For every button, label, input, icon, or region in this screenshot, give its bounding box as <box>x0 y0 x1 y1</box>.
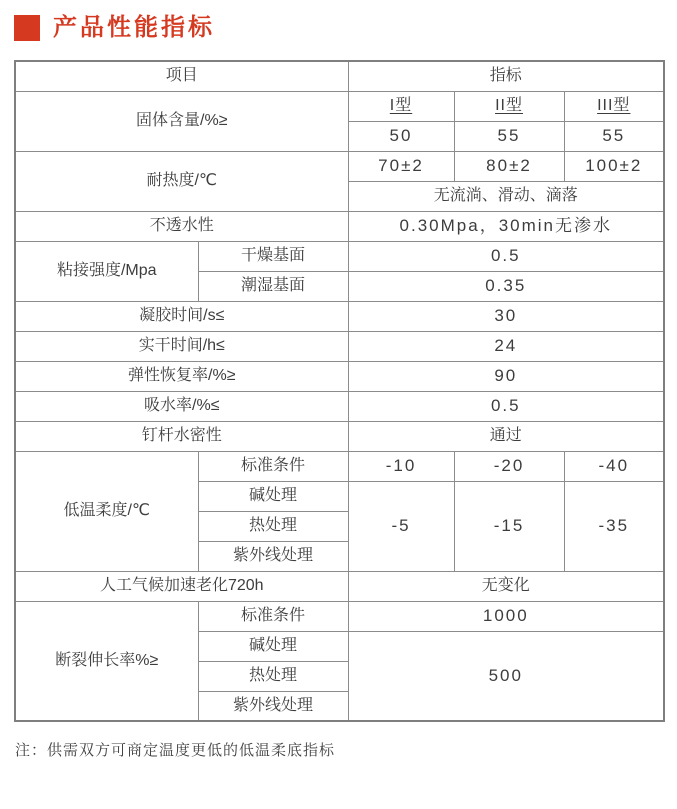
table-row <box>15 451 664 481</box>
table-cell: 90 <box>348 361 664 391</box>
table-cell: -20 <box>454 451 564 481</box>
table-row <box>15 61 664 91</box>
table-cell: -5 <box>348 481 454 571</box>
table-cell: 项目 <box>15 61 348 91</box>
type-header-cell: I型 <box>348 91 454 121</box>
table-cell: 标准条件 <box>198 601 348 631</box>
table-cell: 30 <box>348 301 664 331</box>
table-row <box>15 151 664 181</box>
spec-table <box>14 60 665 722</box>
table-cell: 钉杆水密性 <box>15 421 348 451</box>
table-cell: 1000 <box>348 601 664 631</box>
table-cell: 干燥基面 <box>198 241 348 271</box>
table-cell: -35 <box>564 481 664 571</box>
table-cell: 固体含量/%≥ <box>15 91 348 151</box>
page-title: 产品性能指标 <box>53 14 215 41</box>
table-cell: 55 <box>564 121 664 151</box>
table-row <box>15 301 664 331</box>
footnote: 注：供需双方可商定温度更低的低温柔底指标 <box>15 742 336 759</box>
table-cell: 24 <box>348 331 664 361</box>
table-cell: -15 <box>454 481 564 571</box>
table-cell: 通过 <box>348 421 664 451</box>
table-row <box>15 601 664 631</box>
type-header-cell: II型 <box>454 91 564 121</box>
table-cell: 50 <box>348 121 454 151</box>
section-title-row <box>0 0 677 42</box>
table-cell: 人工气候加速老化720h <box>15 571 348 601</box>
table-row <box>15 211 664 241</box>
table-row <box>15 391 664 421</box>
table-row <box>15 91 664 121</box>
table-cell: 热处理 <box>198 511 348 541</box>
table-cell: 标准条件 <box>198 451 348 481</box>
table-cell: 指标 <box>348 61 664 91</box>
table-row <box>15 571 664 601</box>
table-cell: 断裂伸长率%≥ <box>15 601 198 721</box>
type-header-cell: III型 <box>564 91 664 121</box>
table-cell: 0.5 <box>348 391 664 421</box>
table-cell: 0.5 <box>348 241 664 271</box>
table-cell: 无流淌、滑动、滴落 <box>348 181 664 211</box>
table-cell: 100±2 <box>564 151 664 181</box>
table-cell: 55 <box>454 121 564 151</box>
table-cell: 碱处理 <box>198 631 348 661</box>
table-cell: 实干时间/h≤ <box>15 331 348 361</box>
table-cell: 80±2 <box>454 151 564 181</box>
table-cell: 吸水率/%≤ <box>15 391 348 421</box>
table-cell: -10 <box>348 451 454 481</box>
table-cell: 潮湿基面 <box>198 271 348 301</box>
table-cell: 不透水性 <box>15 211 348 241</box>
table-cell: 热处理 <box>198 661 348 691</box>
table-cell: 碱处理 <box>198 481 348 511</box>
table-row <box>15 421 664 451</box>
table-cell: 无变化 <box>348 571 664 601</box>
table-cell: 0.35 <box>348 271 664 301</box>
table-row <box>15 241 664 271</box>
table-cell: 0.30Mpa，30min无渗水 <box>348 211 664 241</box>
table-row <box>15 331 664 361</box>
table-cell: 紫外线处理 <box>198 691 348 721</box>
table-cell: 弹性恢复率/%≥ <box>15 361 348 391</box>
table-cell: -40 <box>564 451 664 481</box>
table-cell: 低温柔度/℃ <box>15 451 198 571</box>
table-cell: 凝胶时间/s≤ <box>15 301 348 331</box>
table-cell: 粘接强度/Mpa <box>15 241 198 301</box>
table-row <box>15 361 664 391</box>
table-cell: 500 <box>348 631 664 721</box>
table-cell: 70±2 <box>348 151 454 181</box>
table-cell: 紫外线处理 <box>198 541 348 571</box>
table-cell: 耐热度/℃ <box>15 151 348 211</box>
title-bullet-square-icon <box>14 15 40 41</box>
